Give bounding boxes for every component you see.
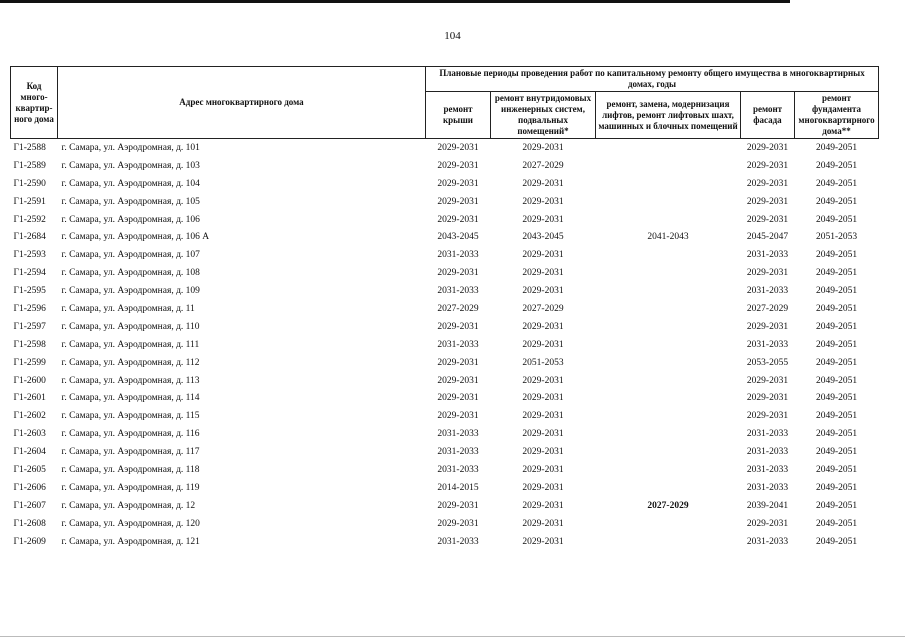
cell-address: г. Самара, ул. Аэродромная, д. 12 (61, 500, 196, 511)
cell-lifts (596, 407, 741, 425)
cell-roof: 2031-2033 (437, 429, 479, 440)
table-row (11, 246, 879, 264)
table-row (11, 443, 879, 461)
cell-foundation: 2049-2051 (815, 482, 858, 493)
cell-address: г. Самара, ул. Аэродромная, д. 103 (61, 160, 200, 171)
table-row (11, 372, 879, 390)
cell-code: Г1-2591 (13, 196, 46, 207)
top-rule (0, 0, 790, 3)
cell-address: г. Самара, ул. Аэродромная, д. 101 (61, 142, 200, 153)
cell-systems: 2043-2045 (522, 232, 564, 243)
cell-systems: 2029-2031 (522, 268, 564, 279)
cell-address: г. Самара, ул. Аэродромная, д. 111 (61, 339, 200, 350)
cell-code: Г1-2593 (13, 250, 46, 261)
capital-repair-table (10, 66, 879, 550)
cell-lifts (596, 211, 741, 229)
cell-address: г. Самара, ул. Аэродромная, д. 114 (61, 393, 200, 404)
cell-roof: 2031-2033 (437, 447, 479, 458)
cell-lifts (596, 533, 741, 551)
header-lifts: ремонт, замена, модернизация лифтов, ремонт лифтовых шахт, машинных и блочных помещений (596, 92, 741, 139)
cell-foundation: 2049-2051 (815, 196, 858, 207)
cell-facade: 2031-2033 (746, 339, 789, 350)
cell-address: г. Самара, ул. Аэродромная, д. 115 (61, 411, 200, 422)
table-row (11, 300, 879, 318)
cell-lifts (596, 193, 741, 211)
cell-foundation: 2049-2051 (815, 411, 858, 422)
cell-code: Г1-2609 (13, 536, 46, 547)
cell-facade: 2029-2031 (746, 375, 789, 386)
cell-roof: 2029-2031 (437, 518, 479, 529)
cell-lifts (596, 300, 741, 318)
header-foundation: ремонт фундамента многоквартирного дома** (795, 92, 879, 139)
cell-lifts: 2027-2029 (647, 500, 689, 511)
cell-foundation: 2049-2051 (815, 500, 858, 511)
cell-lifts (596, 461, 741, 479)
cell-facade: 2031-2033 (746, 286, 789, 297)
cell-facade: 2029-2031 (746, 214, 789, 225)
cell-roof: 2029-2031 (437, 142, 479, 153)
cell-facade: 2031-2033 (746, 250, 789, 261)
cell-systems: 2029-2031 (522, 178, 564, 189)
cell-foundation: 2049-2051 (815, 518, 858, 529)
cell-foundation: 2049-2051 (815, 339, 858, 350)
cell-foundation: 2049-2051 (815, 142, 858, 153)
cell-facade: 2029-2031 (746, 268, 789, 279)
header-systems: ремонт внутридомовых инженерных систем, подвальных помещений* (491, 92, 596, 139)
cell-foundation: 2049-2051 (815, 214, 858, 225)
cell-systems: 2027-2029 (522, 303, 564, 314)
cell-roof: 2031-2033 (437, 286, 479, 297)
cell-address: г. Самара, ул. Аэродромная, д. 120 (61, 518, 200, 529)
cell-facade: 2029-2031 (746, 196, 789, 207)
cell-roof: 2029-2031 (437, 214, 479, 225)
cell-code: Г1-2605 (13, 464, 46, 475)
cell-roof: 2029-2031 (437, 196, 479, 207)
cell-lifts (596, 479, 741, 497)
cell-code: Г1-2590 (13, 178, 46, 189)
cell-lifts (596, 318, 741, 336)
cell-systems: 2029-2031 (522, 142, 564, 153)
cell-code: Г1-2601 (13, 393, 46, 404)
cell-foundation: 2049-2051 (815, 429, 858, 440)
cell-foundation: 2049-2051 (815, 464, 858, 475)
table-row (11, 389, 879, 407)
cell-address: г. Самара, ул. Аэродромная, д. 117 (61, 447, 200, 458)
cell-lifts (596, 336, 741, 354)
cell-address: г. Самара, ул. Аэродромная, д. 109 (61, 286, 200, 297)
header-roof: ремонт крыши (426, 92, 491, 139)
cell-foundation: 2049-2051 (815, 375, 858, 386)
cell-foundation: 2049-2051 (815, 321, 858, 332)
cell-address: г. Самара, ул. Аэродромная, д. 11 (61, 303, 195, 314)
cell-address: г. Самара, ул. Аэродромная, д. 112 (61, 357, 200, 368)
cell-systems: 2029-2031 (522, 196, 564, 207)
cell-address: г. Самара, ул. Аэродромная, д. 104 (61, 178, 200, 189)
cell-systems: 2029-2031 (522, 536, 564, 547)
cell-address: г. Самара, ул. Аэродромная, д. 121 (61, 536, 200, 547)
cell-foundation: 2049-2051 (815, 178, 858, 189)
cell-facade: 2027-2029 (746, 303, 789, 314)
table-row (11, 354, 879, 372)
cell-lifts (596, 443, 741, 461)
cell-foundation: 2049-2051 (815, 447, 858, 458)
cell-roof: 2031-2033 (437, 464, 479, 475)
cell-roof: 2043-2045 (437, 232, 479, 243)
cell-code: Г1-2607 (13, 500, 46, 511)
table-row (11, 497, 879, 515)
table-row (11, 425, 879, 443)
cell-lifts (596, 515, 741, 533)
cell-code: Г1-2592 (13, 214, 46, 225)
cell-facade: 2045-2047 (746, 232, 789, 243)
cell-roof: 2031-2033 (437, 536, 479, 547)
table-row (11, 515, 879, 533)
cell-address: г. Самара, ул. Аэродромная, д. 108 (61, 268, 200, 279)
cell-systems: 2029-2031 (522, 250, 564, 261)
table-body (11, 139, 879, 551)
cell-code: Г1-2602 (13, 411, 46, 422)
cell-roof: 2031-2033 (437, 339, 479, 350)
cell-code: Г1-2595 (13, 286, 46, 297)
bottom-rule (0, 636, 905, 637)
cell-facade: 2031-2033 (746, 447, 789, 458)
header-facade: ремонт фасада (741, 92, 795, 139)
cell-code: Г1-2598 (13, 339, 46, 350)
cell-code: Г1-2596 (13, 303, 46, 314)
cell-lifts (596, 175, 741, 193)
cell-foundation: 2049-2051 (815, 303, 858, 314)
cell-code: Г1-2594 (13, 268, 46, 279)
cell-lifts (596, 139, 741, 157)
cell-address: г. Самара, ул. Аэродромная, д. 118 (61, 464, 200, 475)
table-row (11, 211, 879, 229)
table-row (11, 193, 879, 211)
cell-roof: 2029-2031 (437, 268, 479, 279)
cell-lifts (596, 282, 741, 300)
cell-facade: 2029-2031 (746, 321, 789, 332)
cell-facade: 2029-2031 (746, 518, 789, 529)
cell-roof: 2029-2031 (437, 500, 479, 511)
cell-code: Г1-2684 (13, 232, 46, 243)
cell-facade: 2031-2033 (746, 429, 789, 440)
cell-address: г. Самара, ул. Аэродромная, д. 106 (61, 214, 200, 225)
cell-systems: 2029-2031 (522, 500, 564, 511)
cell-systems: 2051-2053 (522, 357, 564, 368)
cell-roof: 2014-2015 (437, 482, 479, 493)
table-row (11, 157, 879, 175)
cell-code: Г1-2600 (13, 375, 46, 386)
cell-code: Г1-2589 (13, 160, 46, 171)
cell-foundation: 2049-2051 (815, 250, 858, 261)
cell-roof: 2029-2031 (437, 393, 479, 404)
table-row (11, 533, 879, 551)
cell-facade: 2031-2033 (746, 482, 789, 493)
cell-roof: 2029-2031 (437, 178, 479, 189)
cell-roof: 2029-2031 (437, 411, 479, 422)
cell-foundation: 2049-2051 (815, 357, 858, 368)
cell-roof: 2029-2031 (437, 160, 479, 171)
cell-address: г. Самара, ул. Аэродромная, д. 113 (61, 375, 200, 386)
cell-lifts (596, 425, 741, 443)
cell-code: Г1-2597 (13, 321, 46, 332)
table-row (11, 336, 879, 354)
cell-roof: 2029-2031 (437, 375, 479, 386)
cell-code: Г1-2603 (13, 429, 46, 440)
header-address: Адрес многоквартирного дома (58, 67, 426, 139)
cell-systems: 2029-2031 (522, 482, 564, 493)
cell-facade: 2039-2041 (746, 500, 789, 511)
table-row (11, 407, 879, 425)
cell-code: Г1-2604 (13, 447, 46, 458)
cell-code: Г1-2608 (13, 518, 46, 529)
cell-roof: 2031-2033 (437, 250, 479, 261)
cell-systems: 2029-2031 (522, 375, 564, 386)
cell-lifts (596, 157, 741, 175)
cell-facade: 2029-2031 (746, 178, 789, 189)
cell-address: г. Самара, ул. Аэродромная, д. 105 (61, 196, 200, 207)
cell-systems: 2029-2031 (522, 339, 564, 350)
cell-lifts (596, 264, 741, 282)
cell-facade: 2031-2033 (746, 536, 789, 547)
cell-systems: 2029-2031 (522, 393, 564, 404)
cell-code: Г1-2588 (13, 142, 46, 153)
cell-lifts (596, 389, 741, 407)
cell-facade: 2029-2031 (746, 160, 789, 171)
cell-roof: 2027-2029 (437, 303, 479, 314)
cell-facade: 2029-2031 (746, 411, 789, 422)
cell-address: г. Самара, ул. Аэродромная, д. 107 (61, 250, 200, 261)
cell-roof: 2029-2031 (437, 357, 479, 368)
cell-foundation: 2049-2051 (815, 268, 858, 279)
table-row (11, 318, 879, 336)
cell-foundation: 2051-2053 (815, 232, 858, 243)
cell-foundation: 2049-2051 (815, 160, 858, 171)
cell-systems: 2029-2031 (522, 411, 564, 422)
table-row (11, 228, 879, 246)
cell-lifts (596, 246, 741, 264)
cell-foundation: 2049-2051 (815, 393, 858, 404)
cell-lifts (596, 372, 741, 390)
cell-facade: 2053-2055 (746, 357, 789, 368)
cell-address: г. Самара, ул. Аэродромная, д. 119 (61, 482, 200, 493)
cell-code: Г1-2599 (13, 357, 46, 368)
cell-systems: 2029-2031 (522, 286, 564, 297)
cell-systems: 2029-2031 (522, 429, 564, 440)
table-row (11, 139, 879, 157)
cell-systems: 2029-2031 (522, 464, 564, 475)
table-row (11, 175, 879, 193)
cell-facade: 2029-2031 (746, 393, 789, 404)
cell-systems: 2027-2029 (522, 160, 564, 171)
cell-systems: 2029-2031 (522, 518, 564, 529)
cell-roof: 2029-2031 (437, 321, 479, 332)
table-row (11, 264, 879, 282)
cell-lifts: 2041-2043 (647, 232, 689, 243)
cell-foundation: 2049-2051 (815, 286, 858, 297)
header-code: Код много-квартир-ного дома (11, 67, 58, 139)
cell-lifts (596, 354, 741, 372)
header-periods: Плановые периоды проведения работ по капитальному ремонту общего имущества в многоквартирных домах, годы (426, 67, 879, 92)
page-number: 104 (444, 30, 461, 42)
table-row (11, 282, 879, 300)
table-row (11, 461, 879, 479)
cell-systems: 2029-2031 (522, 214, 564, 225)
cell-foundation: 2049-2051 (815, 536, 858, 547)
cell-facade: 2029-2031 (746, 142, 789, 153)
cell-code: Г1-2606 (13, 482, 46, 493)
cell-address: г. Самара, ул. Аэродромная, д. 110 (61, 321, 200, 332)
table-header (11, 67, 879, 139)
table-row (11, 479, 879, 497)
cell-facade: 2031-2033 (746, 464, 789, 475)
cell-address: г. Самара, ул. Аэродромная, д. 116 (61, 429, 200, 440)
cell-systems: 2029-2031 (522, 321, 564, 332)
cell-address: г. Самара, ул. Аэродромная, д. 106 А (61, 232, 210, 243)
cell-systems: 2029-2031 (522, 447, 564, 458)
